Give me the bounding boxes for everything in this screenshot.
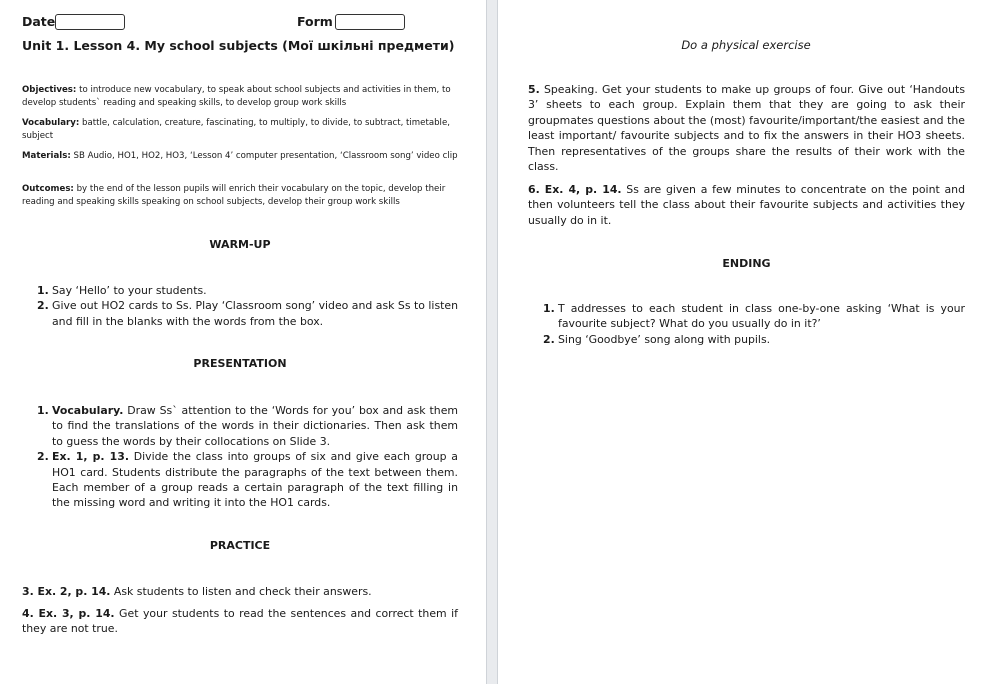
- item-text: T addresses to each student in class one-by-one asking ‘What is your favourite subject? What do you usually do in it?’: [558, 302, 965, 331]
- item-text: Give out HO2 cards to Ss. Play ‘Classroom song’ video and ask Ss to listen and fill in the blanks with the words from the box.: [52, 299, 458, 328]
- materials-text: SB Audio, HO1, HO2, HO3, ‘Lesson 4’ computer presentation, ‘Classroom song’ video clip: [70, 151, 458, 161]
- item-number: 1.: [543, 302, 555, 315]
- item-number: 1.: [37, 284, 49, 297]
- date-field[interactable]: [55, 14, 125, 30]
- list-item: [22, 298, 458, 329]
- physical-exercise-title: Do a physical exercise: [681, 38, 811, 52]
- practice-4-bold: 4. Ex. 3, p. 14.: [22, 607, 115, 620]
- p5-bold: 5.: [528, 83, 540, 96]
- practice-3-bold: 3. Ex. 2, p. 14.: [22, 585, 111, 598]
- objectives-text: to introduce new vocabulary, to speak about school subjects and activities in them, to develop students` reading and speaking skills, to develop group work skills: [22, 85, 451, 108]
- date-label: Date: [22, 14, 56, 29]
- practice-4-text: Get your students to read the sentences and correct them if they are not true.: [22, 607, 458, 636]
- right-page: [498, 0, 990, 684]
- practice-3-text: Ask students to listen and check their answers.: [110, 585, 372, 598]
- item-number: 2.: [543, 332, 555, 346]
- vocabulary-label: Vocabulary:: [22, 118, 80, 128]
- item-bold: Vocabulary.: [52, 404, 124, 417]
- outcomes-block: [22, 183, 460, 209]
- item-text: Sing ‘Goodbye’ song along with pupils.: [558, 332, 771, 346]
- list-item: [22, 403, 458, 449]
- practice-heading: PRACTICE: [209, 539, 271, 552]
- item-number: 1.: [37, 404, 49, 417]
- item-text: Divide the class into groups of six and give each group a HO1 card. Students distribute the paragraphs of the text between them. Each member of a group reads a certain paragraph of the text filling in the missing word and writing it into the HO1 cards.: [52, 450, 458, 510]
- list-item: [528, 332, 965, 347]
- form-field[interactable]: [335, 14, 405, 30]
- lesson-title: Unit 1. Lesson 4. My school subjects (Мої шкільні предмети): [22, 38, 455, 53]
- materials-block: [22, 150, 460, 163]
- item-number: 2.: [37, 299, 49, 313]
- form-label: Form: [297, 14, 333, 29]
- list-item: [22, 449, 458, 511]
- warmup-heading: WARM-UP: [209, 238, 271, 251]
- list-item: [528, 301, 965, 332]
- warmup-list: [22, 283, 458, 329]
- objectives-label: Objectives:: [22, 85, 77, 95]
- p6-bold: 6. Ex. 4, p. 14.: [528, 183, 622, 196]
- presentation-heading: PRESENTATION: [193, 357, 287, 370]
- practice-item-4: [22, 606, 458, 637]
- ending-heading: ENDING: [722, 257, 771, 270]
- outcomes-label: Outcomes:: [22, 184, 74, 194]
- item-text: Draw Ss` attention to the ‘Words for you’ box and ask them to find the translations of the words in their dictionaries. Then ask them to guess the words by their collocations on Slide 3.: [52, 404, 458, 448]
- item-bold: Ex. 1, p. 13.: [52, 450, 129, 464]
- p6-text: Ss are given a few minutes to concentrate on the point and then volunteers tell the class about their favourite subjects and activities they usually do in it.: [528, 183, 965, 227]
- vocabulary-block: [22, 117, 460, 143]
- practice-item-3: [22, 584, 458, 599]
- objectives-block: [22, 84, 460, 110]
- presentation-list: [22, 403, 458, 511]
- page-gutter: [486, 0, 498, 684]
- list-item: [22, 283, 458, 298]
- ending-list: [528, 301, 965, 347]
- item-number: 2.: [37, 450, 49, 464]
- vocabulary-text: battle, calculation, creature, fascinating, to multiply, to divide, to subtract, timetable, subject: [22, 118, 450, 141]
- outcomes-text: by the end of the lesson pupils will enrich their vocabulary on the topic, develop their reading and speaking skills speaking on school subjects, develop their group work skills: [22, 184, 446, 207]
- materials-label: Materials:: [22, 151, 71, 161]
- left-page: [0, 0, 486, 684]
- speaking-paragraph: [528, 82, 965, 174]
- exercise-4-paragraph: [528, 182, 965, 228]
- item-text: Say ‘Hello’ to your students.: [52, 284, 207, 297]
- p5-text: Speaking. Get your students to make up groups of four. Give out ‘Handouts 3’ sheets to each group. Explain them that they are going to ask their groupmates questions about the (most) favourite/important/the easiest and the least important/ favourite subjects and to fix the answers in their HO3 sheets. Then representatives of the groups share the results of their work with the class.: [528, 83, 965, 174]
